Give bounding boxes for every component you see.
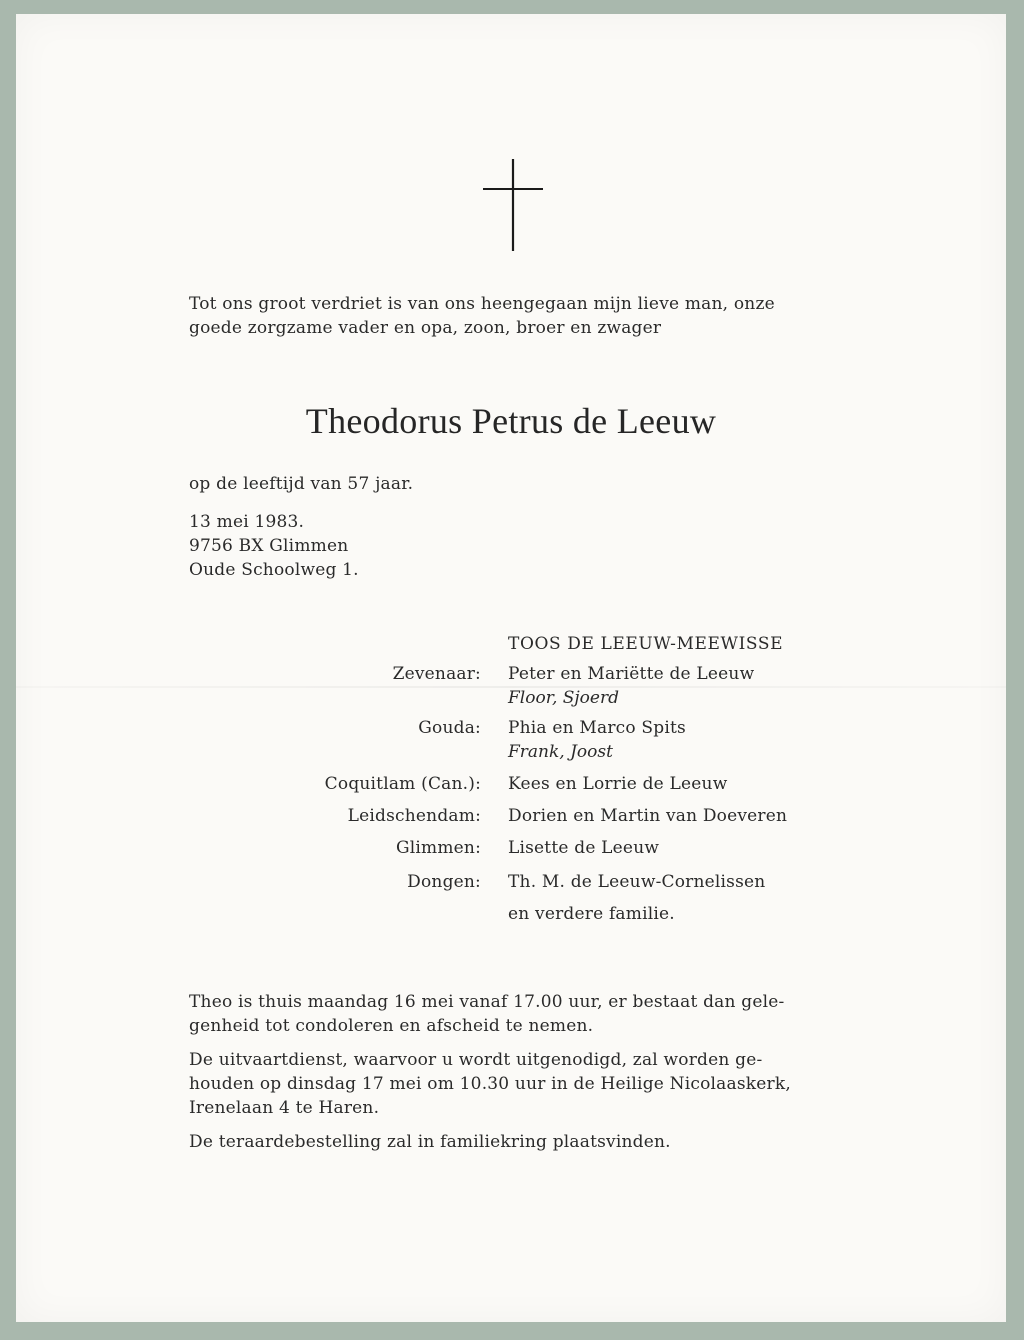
family-place: Glimmen: [395,838,481,858]
extended-family: en verdere familie. [508,904,675,924]
visitation-line-2: genheid tot condoleren en afscheid te nemen. [189,1016,594,1036]
widow-name: TOOS DE LEEUW-MEEWISSE [508,634,784,654]
service-line-2: houden op dinsdag 17 mei om 10.30 uur in de Heilige Nicolaaskerk, [189,1074,791,1094]
family-names: Lisette de Leeuw [508,838,660,858]
cross-icon [481,159,545,253]
street-address: Oude Schoolweg 1. [189,560,359,580]
family-place: Coquitlam (Can.): [324,774,481,794]
family-children: Frank, Joost [508,742,613,762]
family-row [16,716,1006,772]
family-place: Zevenaar: [392,664,481,684]
burial-line: De teraardebestelling zal in familiekring plaatsvinden. [189,1132,671,1152]
family-children: Floor, Sjoerd [508,688,619,708]
family-names: Th. M. de Leeuw-Cornelissen [508,872,766,892]
intro-line-1: Tot ons groot verdriet is van ons heengegaan mijn lieve man, onze [189,294,775,314]
family-row [16,662,1006,716]
mourning-card [16,14,1006,1322]
family-names: Dorien en Martin van Doeveren [508,806,788,826]
visitation-paragraph [189,990,829,1038]
service-line-3: Irenelaan 4 te Haren. [189,1098,380,1118]
family-names: Peter en Mariëtte de Leeuw [508,664,755,684]
family-row [16,870,1006,902]
family-place: Leidschendam: [347,806,481,826]
family-place: Gouda: [418,718,481,738]
family-row [16,804,1006,836]
death-date: 13 mei 1983. [189,512,305,532]
intro-text [189,292,775,340]
family-names: Kees en Lorrie de Leeuw [508,774,728,794]
service-paragraph [189,1048,829,1120]
address-block [189,510,359,582]
service-line-1: De uitvaartdienst, waarvoor u wordt uitgenodigd, zal worden ge- [189,1050,763,1070]
family-place: Dongen: [407,872,481,892]
family-list [16,662,1006,926]
family-row [16,836,1006,870]
family-names: Phia en Marco Spits [508,718,686,738]
family-row [16,772,1006,804]
intro-line-2: goede zorgzame vader en opa, zoon, broer en zwager [189,318,662,338]
postal-code-city: 9756 BX Glimmen [189,536,349,556]
deceased-name: Theodorus Petrus de Leeuw [305,401,717,441]
age-line: op de leeftijd van 57 jaar. [189,474,414,494]
family-row [16,902,1006,926]
visitation-line-1: Theo is thuis maandag 16 mei vanaf 17.00 uur, er bestaat dan gele- [189,992,785,1012]
